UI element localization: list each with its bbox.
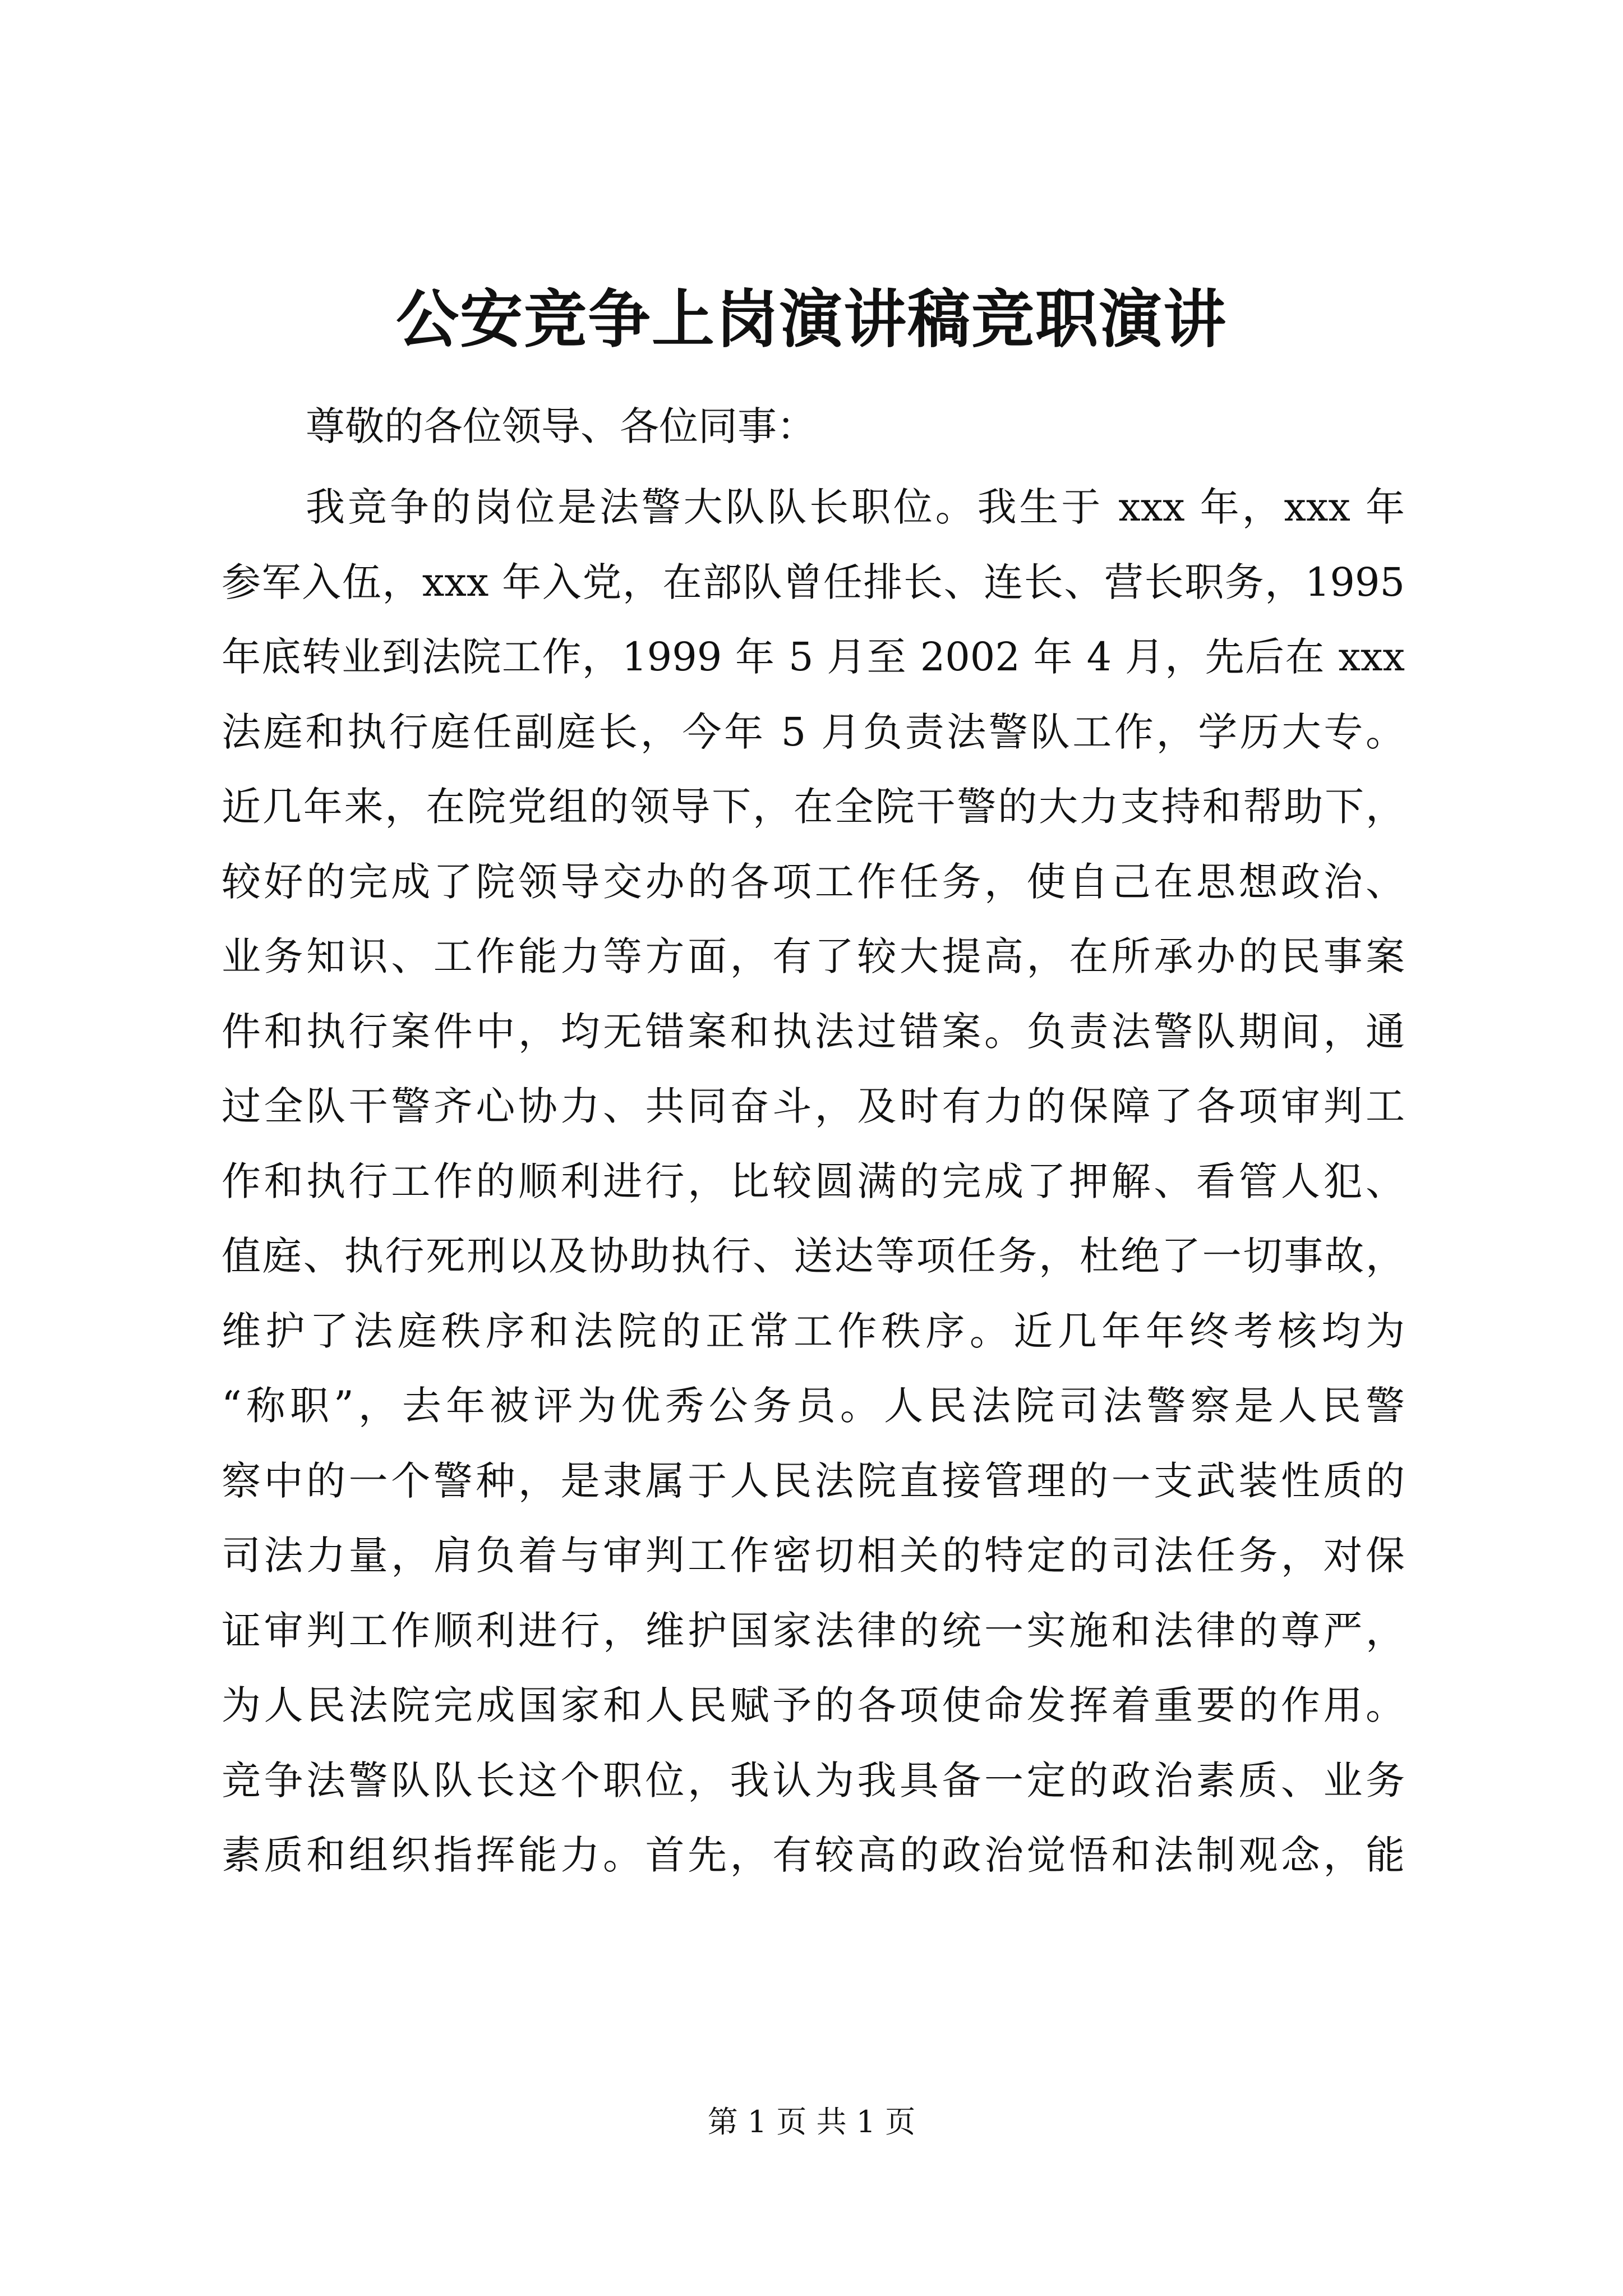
body-line: 证审判工作顺利进行，维护国家法律的统一实施和法律的尊严， xyxy=(222,1607,1405,1654)
body-line: 件和执行案件中，均无错案和执法过错案。负责法警队期间，通 xyxy=(222,1008,1405,1055)
body-line: 司法力量，肩负着与审判工作密切相关的特定的司法任务，对保 xyxy=(222,1533,1405,1579)
body-line: 过全队干警齐心协力、共同奋斗，及时有力的保障了各项审判工 xyxy=(222,1083,1405,1129)
document-title: 公安竞争上岗演讲稿竞职演讲 xyxy=(396,283,1227,356)
body-line: 法庭和执行庭任副庭长，今年 5 月负责法警队工作，学历大专。 xyxy=(222,708,1405,755)
body-line: 较好的完成了院领导交办的各项工作任务，使自己在思想政治、 xyxy=(222,858,1405,905)
body-line: “称职”，去年被评为优秀公务员。人民法院司法警察是人民警 xyxy=(222,1383,1405,1429)
page-number-footer: 第 1 页 共 1 页 xyxy=(707,2104,916,2139)
body-line: 察中的一个警种，是隶属于人民法院直接管理的一支武装性质的 xyxy=(222,1457,1405,1504)
body-line: 素质和组织指挥能力。首先，有较高的政治觉悟和法制观念，能 xyxy=(222,1832,1405,1878)
body-line: 竞争法警队队长这个职位，我认为我具备一定的政治素质、业务 xyxy=(222,1757,1405,1803)
body-line: 业务知识、工作能力等方面，有了较大提高，在所承办的民事案 xyxy=(222,933,1405,979)
body-text xyxy=(222,470,1405,1893)
body-line: 年底转业到法院工作，1999 年 5 月至 2002 年 4 月，先后在 xxx xyxy=(222,634,1405,680)
salutation: 尊敬的各位领导、各位同事： xyxy=(306,403,816,449)
body-line: 作和执行工作的顺利进行，比较圆满的完成了押解、看管人犯、 xyxy=(222,1158,1405,1204)
body-line: 维护了法庭秩序和法院的正常工作秩序。近几年年终考核均为 xyxy=(222,1308,1405,1354)
body-line: 近几年来，在院党组的领导下，在全院干警的大力支持和帮助下， xyxy=(222,784,1405,830)
body-line: 参军入伍，xxx 年入党，在部队曾任排长、连长、营长职务，1995 xyxy=(222,559,1405,605)
body-line: 值庭、执行死刑以及协助执行、送达等项任务，杜绝了一切事故， xyxy=(222,1233,1405,1279)
body-line: 我竞争的岗位是法警大队队长职位。我生于 xxx 年，xxx 年 xyxy=(306,484,1405,530)
body-line: 为人民法院完成国家和人民赋予的各项使命发挥着重要的作用。 xyxy=(222,1682,1405,1728)
